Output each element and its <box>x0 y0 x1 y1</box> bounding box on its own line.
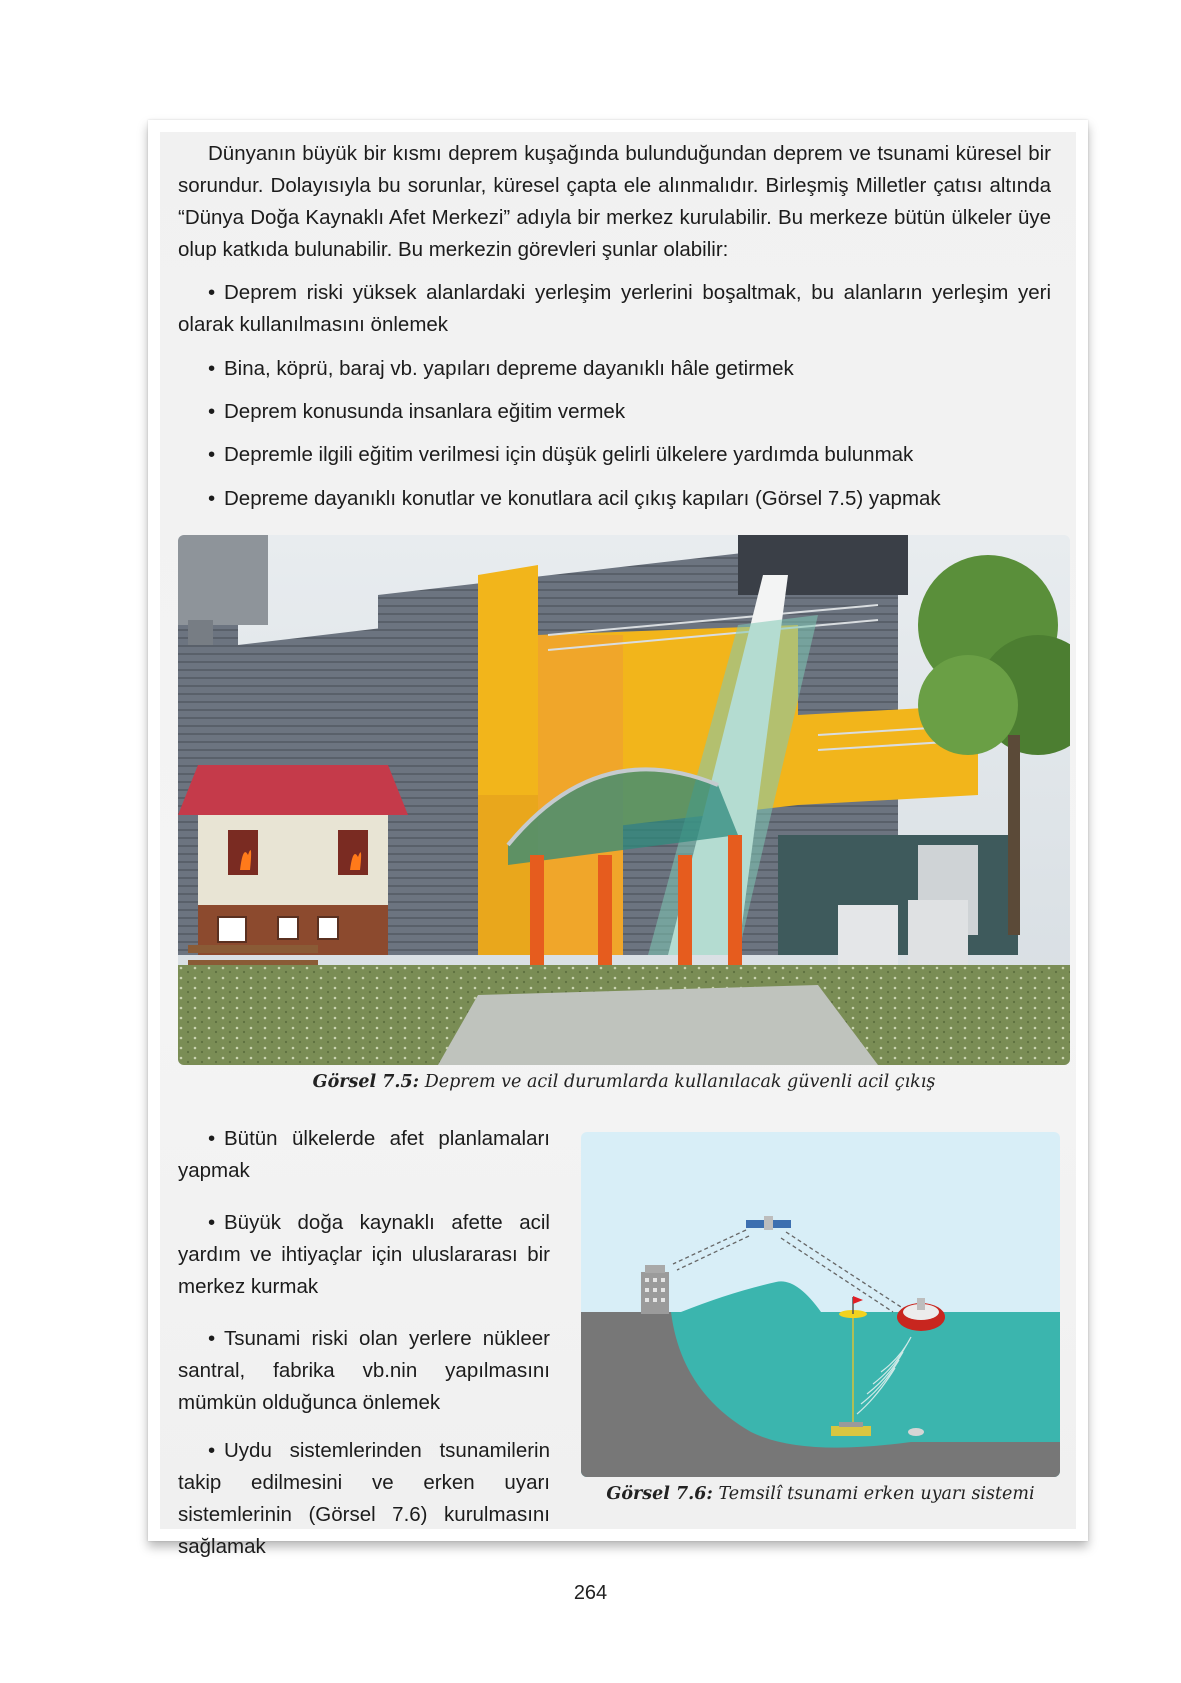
figure-label: Görsel 7.5: <box>312 1072 420 1092</box>
bullet-item: • Tsunami riski olan yerlere nükleer santral, fabrika vb.nin yapılmasını mümkün olduğunca önlemek <box>178 1323 550 1419</box>
bullet-item: • Uydu sistemlerinden tsunamilerin takip edilmesini ve erken uyarı sistemlerinin (Görsel 7.6) kurulmasını sağlamak <box>178 1435 550 1563</box>
figure-label: Görsel 7.6: <box>606 1484 713 1504</box>
bullet-item: • Deprem konusunda insanlara eğitim vermek <box>178 396 1051 428</box>
bullet-item: • Depreme dayanıklı konutlar ve konutlara acil çıkış kapıları (Görsel 7.5) yapmak <box>178 483 1051 515</box>
bullet-item: • Bütün ülkelerde afet planlamaları yapmak <box>178 1123 550 1187</box>
bullet-item: • Büyük doğa kaynaklı afette acil yardım ve ihtiyaçlar için uluslararası bir merkez kurmak <box>178 1207 550 1303</box>
emergency-exit-photo <box>178 535 1070 1065</box>
figure-caption <box>178 1072 1070 1092</box>
figure-caption-text: Temsilî tsunami erken uyarı sistemi <box>718 1484 1035 1504</box>
figure-caption <box>581 1484 1060 1504</box>
page-number: 264 <box>573 1582 608 1604</box>
bullet-item: • Bina, köprü, baraj vb. yapıları depreme dayanıklı hâle getirmek <box>178 353 1051 385</box>
figure-caption-text: Deprem ve acil durumlarda kullanılacak güvenli acil çıkış <box>424 1072 936 1092</box>
intro-paragraph: Dünyanın büyük bir kısmı deprem kuşağında bulunduğundan deprem ve tsunami küresel bir sorundur. Dolayısıyla bu sorunlar, küresel çapta ele alınmalıdır. Birleşmiş Milletler çatısı altında “Dünya Doğa Kaynaklı Afet Merkezi” adıyla bir merkez kurulabilir. Bu merkeze bütün ülkeler üye olup katkıda bulunabilir. Bu merkezin görevleri şunlar olabilir: <box>178 142 1051 261</box>
bullet-item: • Deprem riski yüksek alanlardaki yerleşim yerlerini boşaltmak, bu alanların yerleşim yeri olarak kullanılmasını önlemek <box>178 277 1051 341</box>
bullet-item: • Depremle ilgili eğitim verilmesi için düşük gelirli ülkelere yardımda bulunmak <box>178 439 1051 471</box>
tsunami-warning-illustration <box>581 1132 1060 1477</box>
